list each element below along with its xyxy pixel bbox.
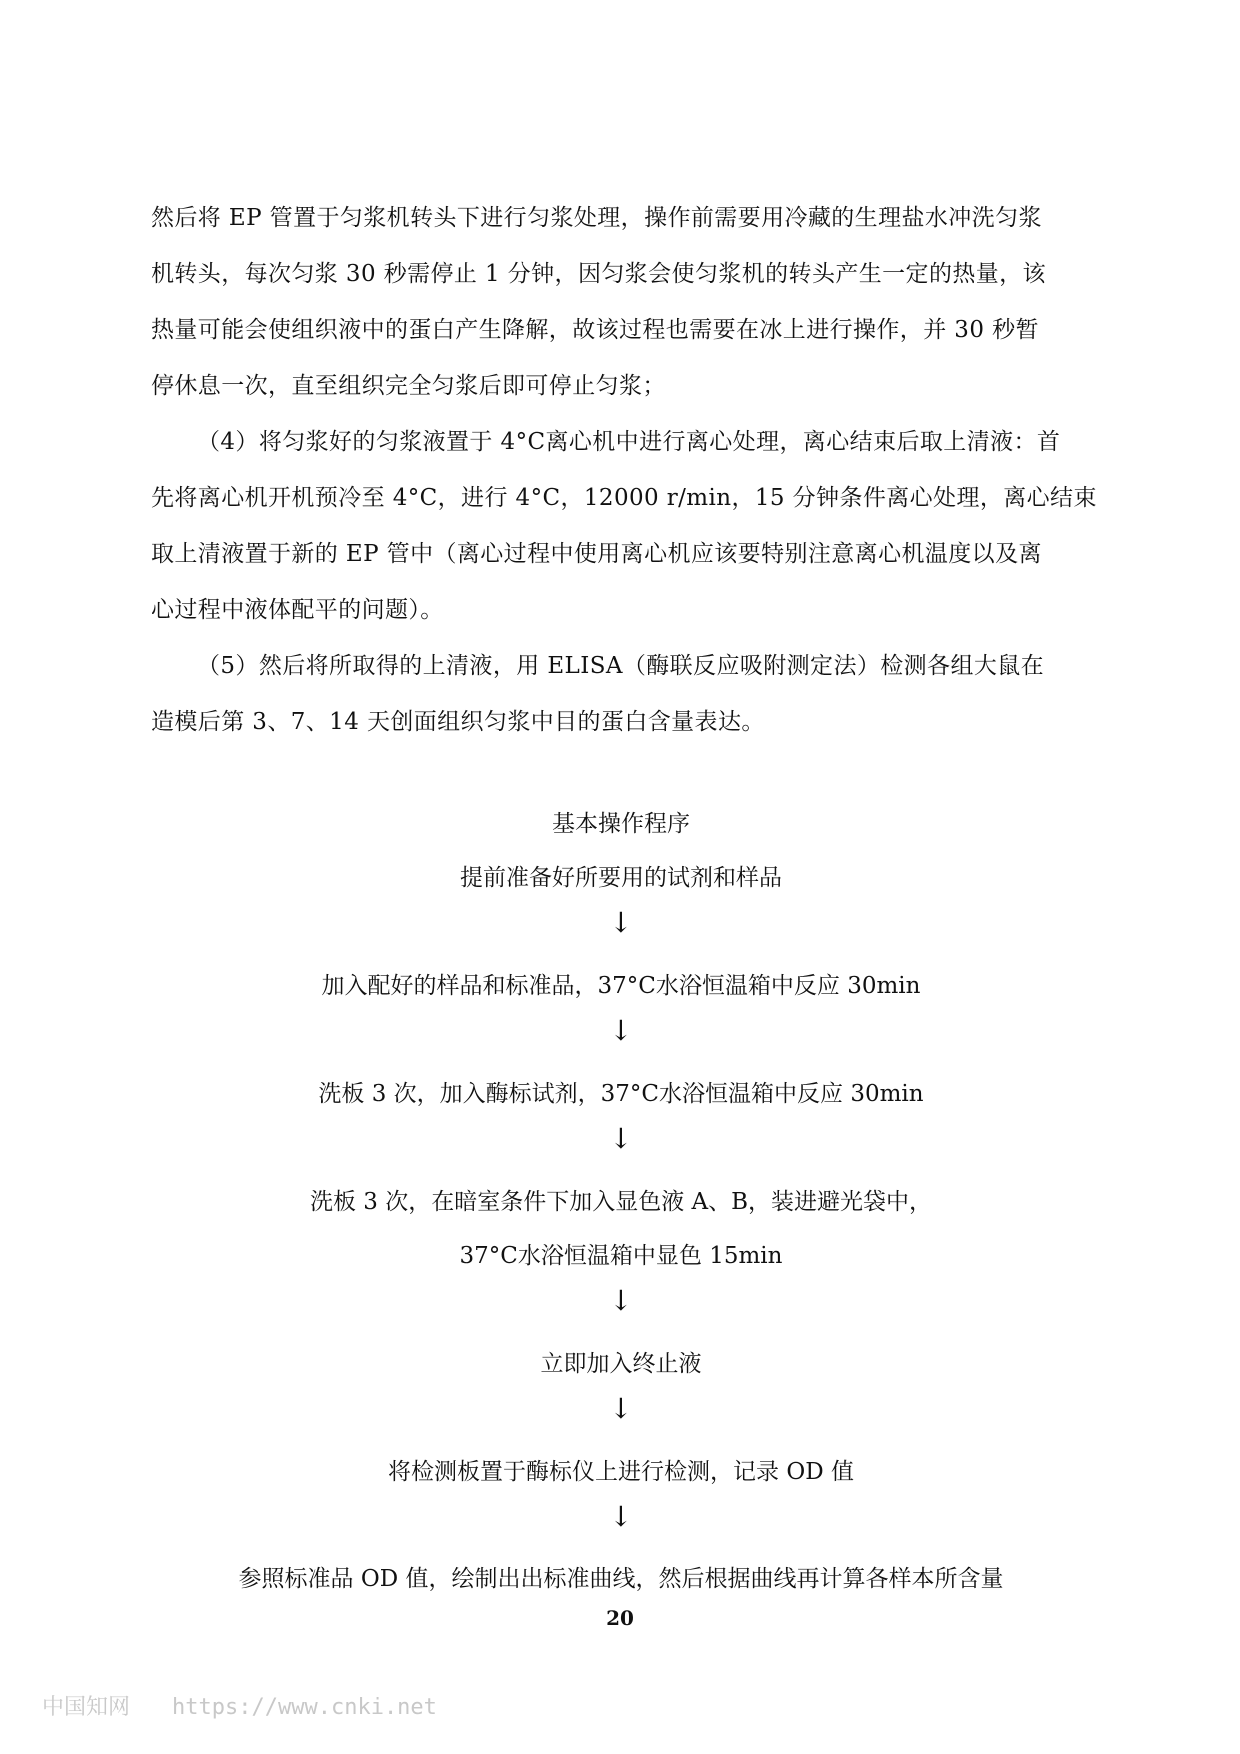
text-line: 先将离心机开机预冷至 4°C，进行 4°C，12000 r/min，15 分钟条件离心处理，离心结束	[151, 485, 1097, 511]
procedure-flowchart	[151, 0, 1097, 1754]
text-line: 热量可能会使组织液中的蛋白产生降解，故该过程也需要在冰上进行操作，并 30 秒暂	[151, 317, 1039, 343]
page-number: 20	[606, 1606, 634, 1630]
down-arrow-icon: ↓	[609, 1014, 633, 1047]
flowchart-step-4-line-1: 洗板 3 次，在暗室条件下加入显色液 A、B，装进避光袋中，	[309, 1189, 933, 1215]
text-line: 机转头，每次匀浆 30 秒需停止 1 分钟，因匀浆会使匀浆机的转头产生一定的热量，该	[151, 261, 1046, 287]
watermark-url: https://www.cnki.net	[172, 1695, 437, 1720]
down-arrow-icon: ↓	[609, 1284, 633, 1317]
flowchart-step-1: 提前准备好所要用的试剂和样品	[460, 865, 782, 891]
flowchart-step-4-line-2: 37°C水浴恒温箱中显色 15min	[459, 1243, 783, 1269]
cnki-watermark	[42, 1690, 437, 1721]
text-line: 取上清液置于新的 EP 管中（离心过程中使用离心机应该要特别注意离心机温度以及离	[151, 541, 1042, 567]
watermark-site-name: 中国知网	[42, 1695, 131, 1720]
down-arrow-icon: ↓	[609, 1500, 633, 1533]
down-arrow-icon: ↓	[609, 1122, 633, 1155]
flowchart-step-6: 将检测板置于酶标仪上进行检测，记录 OD 值	[388, 1459, 854, 1485]
text-line: （5）然后将所取得的上清液，用 ELISA（酶联反应吸附测定法）检测各组大鼠在	[197, 653, 1045, 679]
flowchart-step-3: 洗板 3 次，加入酶标试剂，37°C水浴恒温箱中反应 30min	[318, 1081, 924, 1107]
flowchart-step-2: 加入配好的样品和标准品，37°C水浴恒温箱中反应 30min	[321, 973, 921, 999]
down-arrow-icon: ↓	[609, 1392, 633, 1425]
down-arrow-icon: ↓	[609, 906, 633, 939]
text-line: 停休息一次，直至组织完全匀浆后即可停止匀浆；	[151, 373, 666, 399]
flowchart-step-7: 参照标准品 OD 值，绘制出出标准曲线，然后根据曲线再计算各样本所含量	[238, 1566, 1004, 1592]
flowchart-step-5: 立即加入终止液	[540, 1351, 702, 1377]
flowchart-title: 基本操作程序	[552, 811, 690, 837]
text-line: （4）将匀浆好的匀浆液置于 4°C离心机中进行离心处理，离心结束后取上清液：首	[197, 429, 1061, 455]
text-line: 然后将 EP 管置于匀浆机转头下进行匀浆处理，操作前需要用冷藏的生理盐水冲洗匀浆	[151, 205, 1042, 231]
text-line: 造模后第 3、7、14 天创面组织匀浆中目的蛋白含量表达。	[151, 709, 765, 735]
text-line: 心过程中液体配平的问题）。	[151, 597, 444, 623]
